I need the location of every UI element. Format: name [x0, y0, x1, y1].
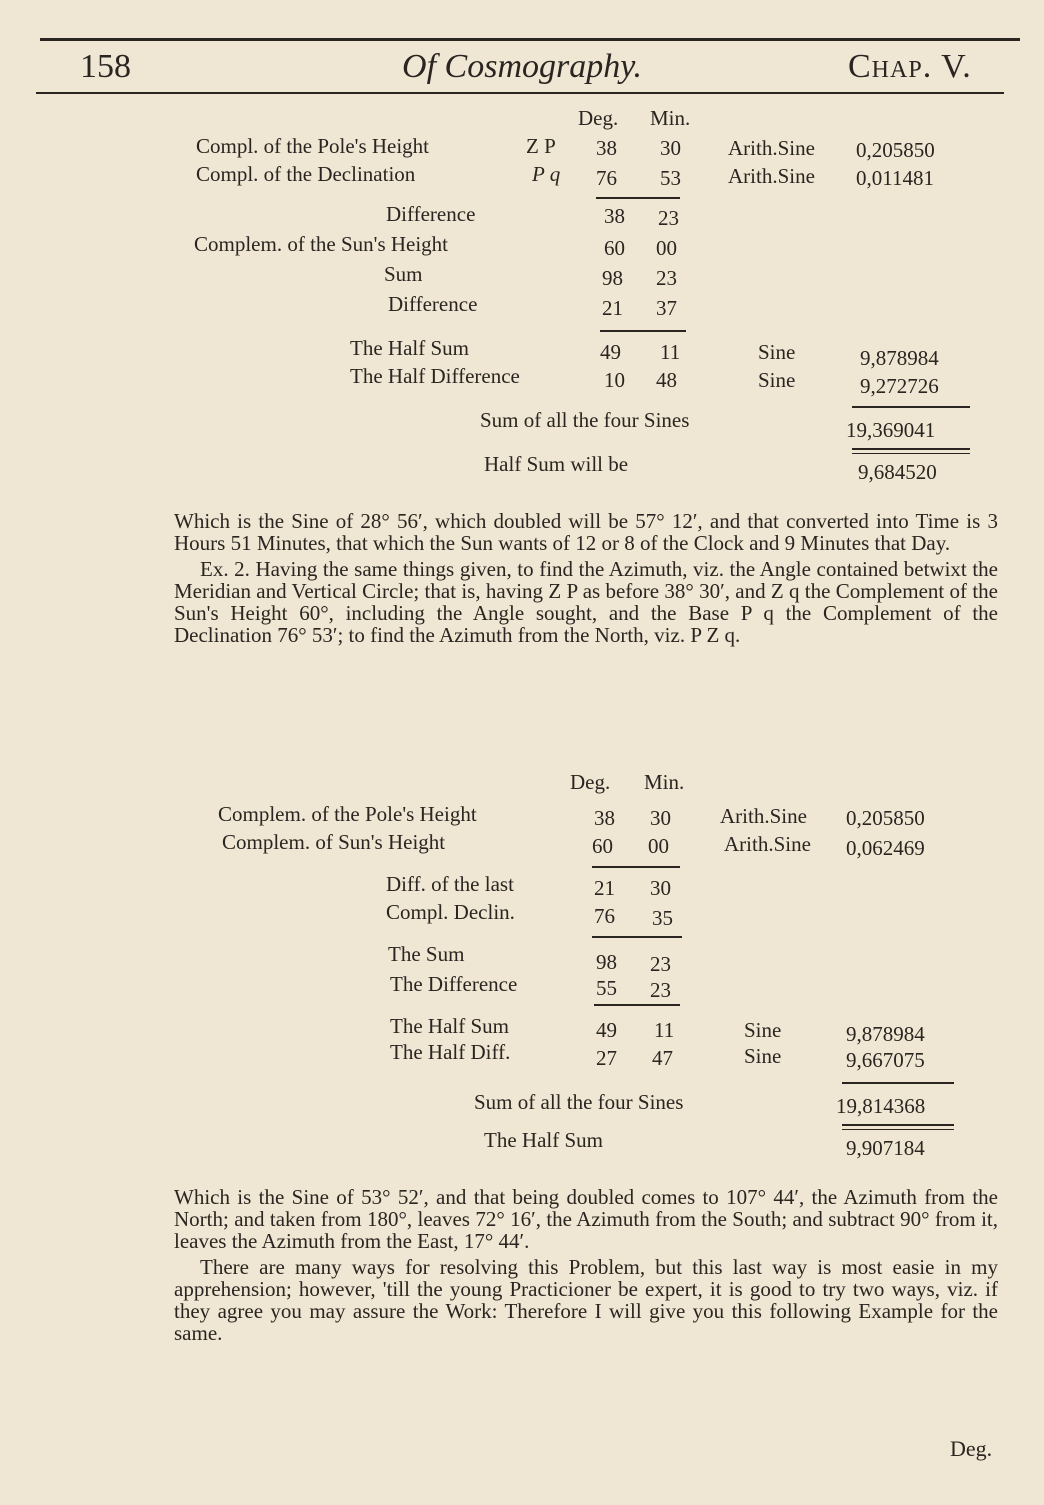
paragraph: Which is the Sine of 28° 56′, which doubled will be 57° 12′, and that converted into Time is 3 Hours 51 Minutes, that which the Sun wants of 12 or 8 of the Clock and 9 Minutes that Day.	[174, 509, 998, 555]
paragraph: Ex. 2. Having the same things given, to find the Azimuth, viz. the Angle contained betwixt the Meridian and Vertical Circle; that is, having Z P as before 38° 30′, and Z q the Complement of the Sun's Height 60°, including the Angle sought, and the Base P q the Complement of the Declination 76° 53′; to find the Azimuth from the North, viz. P Z q.	[174, 557, 998, 647]
col-deg-header: Deg.	[570, 770, 611, 794]
row-label: Diff. of the last	[386, 872, 514, 896]
row-deg: 21	[602, 296, 623, 320]
row-min: 11	[660, 340, 681, 364]
row-value: 0,062469	[846, 836, 925, 860]
sum-rule	[852, 448, 970, 450]
row-kind: Sine	[744, 1044, 782, 1068]
row-label: Sum of all the four Sines	[480, 408, 690, 432]
row-value: 9,272726	[860, 374, 939, 398]
row-label: Compl. of the Declination	[196, 162, 416, 186]
row-deg: 60	[592, 834, 613, 858]
sum-rule	[842, 1124, 954, 1126]
row-min: 23	[658, 206, 679, 230]
row-label: Compl. of the Pole's Height	[196, 134, 430, 158]
row-min: 00	[656, 236, 677, 260]
row-deg: 98	[596, 950, 617, 974]
row-min: 30	[650, 806, 671, 830]
row-label: The Half Difference	[350, 364, 520, 388]
header-rule-bottom	[36, 92, 1004, 94]
row-label: The Half Diff.	[390, 1040, 511, 1064]
col-min-header: Min.	[644, 770, 685, 794]
row-label: The Difference	[390, 972, 518, 996]
row-symbol: P q	[532, 162, 561, 186]
row-label: The Half Sum	[350, 336, 469, 360]
row-kind: Sine	[758, 368, 796, 392]
row-deg: 38	[594, 806, 615, 830]
col-min-header: Min.	[650, 106, 691, 130]
row-value: 0,205850	[846, 806, 925, 830]
sum-rule	[842, 1082, 954, 1084]
row-min: 47	[652, 1046, 673, 1070]
paragraph: Which is the Sine of 53° 52′, and that being doubled comes to 107° 44′, the Azimuth from the North; and taken from 180°, leaves 72° 16′, the Azimuth from the South; and subtract 90° from it, leaves the Azimuth from the East, 17° 44′.	[174, 1185, 998, 1253]
row-label: Difference	[386, 202, 476, 226]
row-label: The Sum	[388, 942, 465, 966]
row-min: 23	[656, 266, 677, 290]
row-min: 30	[660, 136, 681, 160]
row-deg: 21	[594, 876, 615, 900]
row-min: 53	[660, 166, 681, 190]
row-deg: 60	[604, 236, 625, 260]
row-deg: 27	[596, 1046, 617, 1070]
col-deg-header: Deg.	[578, 106, 619, 130]
row-min: 23	[650, 952, 671, 976]
sum-rule-double	[852, 453, 970, 454]
row-kind: Arith.Sine	[724, 832, 811, 856]
row-kind: Sine	[744, 1018, 782, 1042]
sum-rule	[852, 406, 970, 408]
row-label: Compl. Declin.	[386, 900, 515, 924]
row-min: 11	[654, 1018, 675, 1042]
row-deg: 76	[594, 904, 615, 928]
page-number: 158	[80, 48, 131, 85]
sum-rule	[600, 330, 686, 332]
header-rule-top	[40, 38, 1020, 41]
row-value: 9,667075	[846, 1048, 925, 1072]
row-deg: 38	[596, 136, 617, 160]
chapter-label: Chap. V.	[848, 48, 972, 85]
sum-rule-double	[842, 1129, 954, 1130]
sum-rule	[596, 197, 680, 199]
row-min: 30	[650, 876, 671, 900]
row-label: Complem. of the Pole's Height	[218, 802, 477, 826]
row-min: 37	[656, 296, 677, 320]
row-deg: 76	[596, 166, 617, 190]
sum-rule	[592, 866, 680, 868]
row-kind: Arith.Sine	[728, 164, 815, 188]
row-value: 19,814368	[836, 1094, 926, 1118]
row-min: 35	[652, 906, 673, 930]
row-value: 0,011481	[856, 166, 934, 190]
row-value: 9,878984	[860, 346, 939, 370]
row-value: 9,878984	[846, 1022, 925, 1046]
row-label: Complem. of Sun's Height	[222, 830, 446, 854]
row-kind: Arith.Sine	[720, 804, 807, 828]
row-value: 0,205850	[856, 138, 935, 162]
row-min: 48	[656, 368, 677, 392]
row-label: Half Sum will be	[484, 452, 629, 476]
running-title: Of Cosmography.	[402, 48, 642, 85]
row-kind: Sine	[758, 340, 796, 364]
row-deg: 55	[596, 976, 617, 1000]
sum-rule	[594, 1004, 680, 1006]
row-min: 00	[648, 834, 669, 858]
row-label: Sum of all the four Sines	[474, 1090, 684, 1114]
row-value: 9,684520	[858, 460, 937, 484]
sum-rule	[592, 936, 682, 938]
row-symbol: Z P	[526, 134, 556, 158]
row-label: The Half Sum	[390, 1014, 509, 1038]
row-kind: Arith.Sine	[728, 136, 815, 160]
catchword: Deg.	[950, 1436, 993, 1461]
row-label: Difference	[388, 292, 478, 316]
row-deg: 10	[604, 368, 625, 392]
row-deg: 38	[604, 204, 625, 228]
row-value: 9,907184	[846, 1136, 925, 1160]
text-block-1	[174, 510, 998, 650]
row-label: Sum	[384, 262, 423, 286]
row-deg: 49	[596, 1018, 617, 1042]
row-value: 19,369041	[846, 418, 936, 442]
row-deg: 49	[600, 340, 621, 364]
row-deg: 98	[602, 266, 623, 290]
text-block-2	[174, 1186, 998, 1348]
paragraph: There are many ways for resolving this Problem, but this last way is most easie in my apprehension; however, 'till the young Practicioner be expert, it is good to try two ways, viz. if they agree you may assure the Work: Therefore I will give you this following Example for the same.	[174, 1255, 998, 1345]
row-label: The Half Sum	[484, 1128, 603, 1152]
row-label: Complem. of the Sun's Height	[194, 232, 449, 256]
row-min: 23	[650, 978, 671, 1002]
